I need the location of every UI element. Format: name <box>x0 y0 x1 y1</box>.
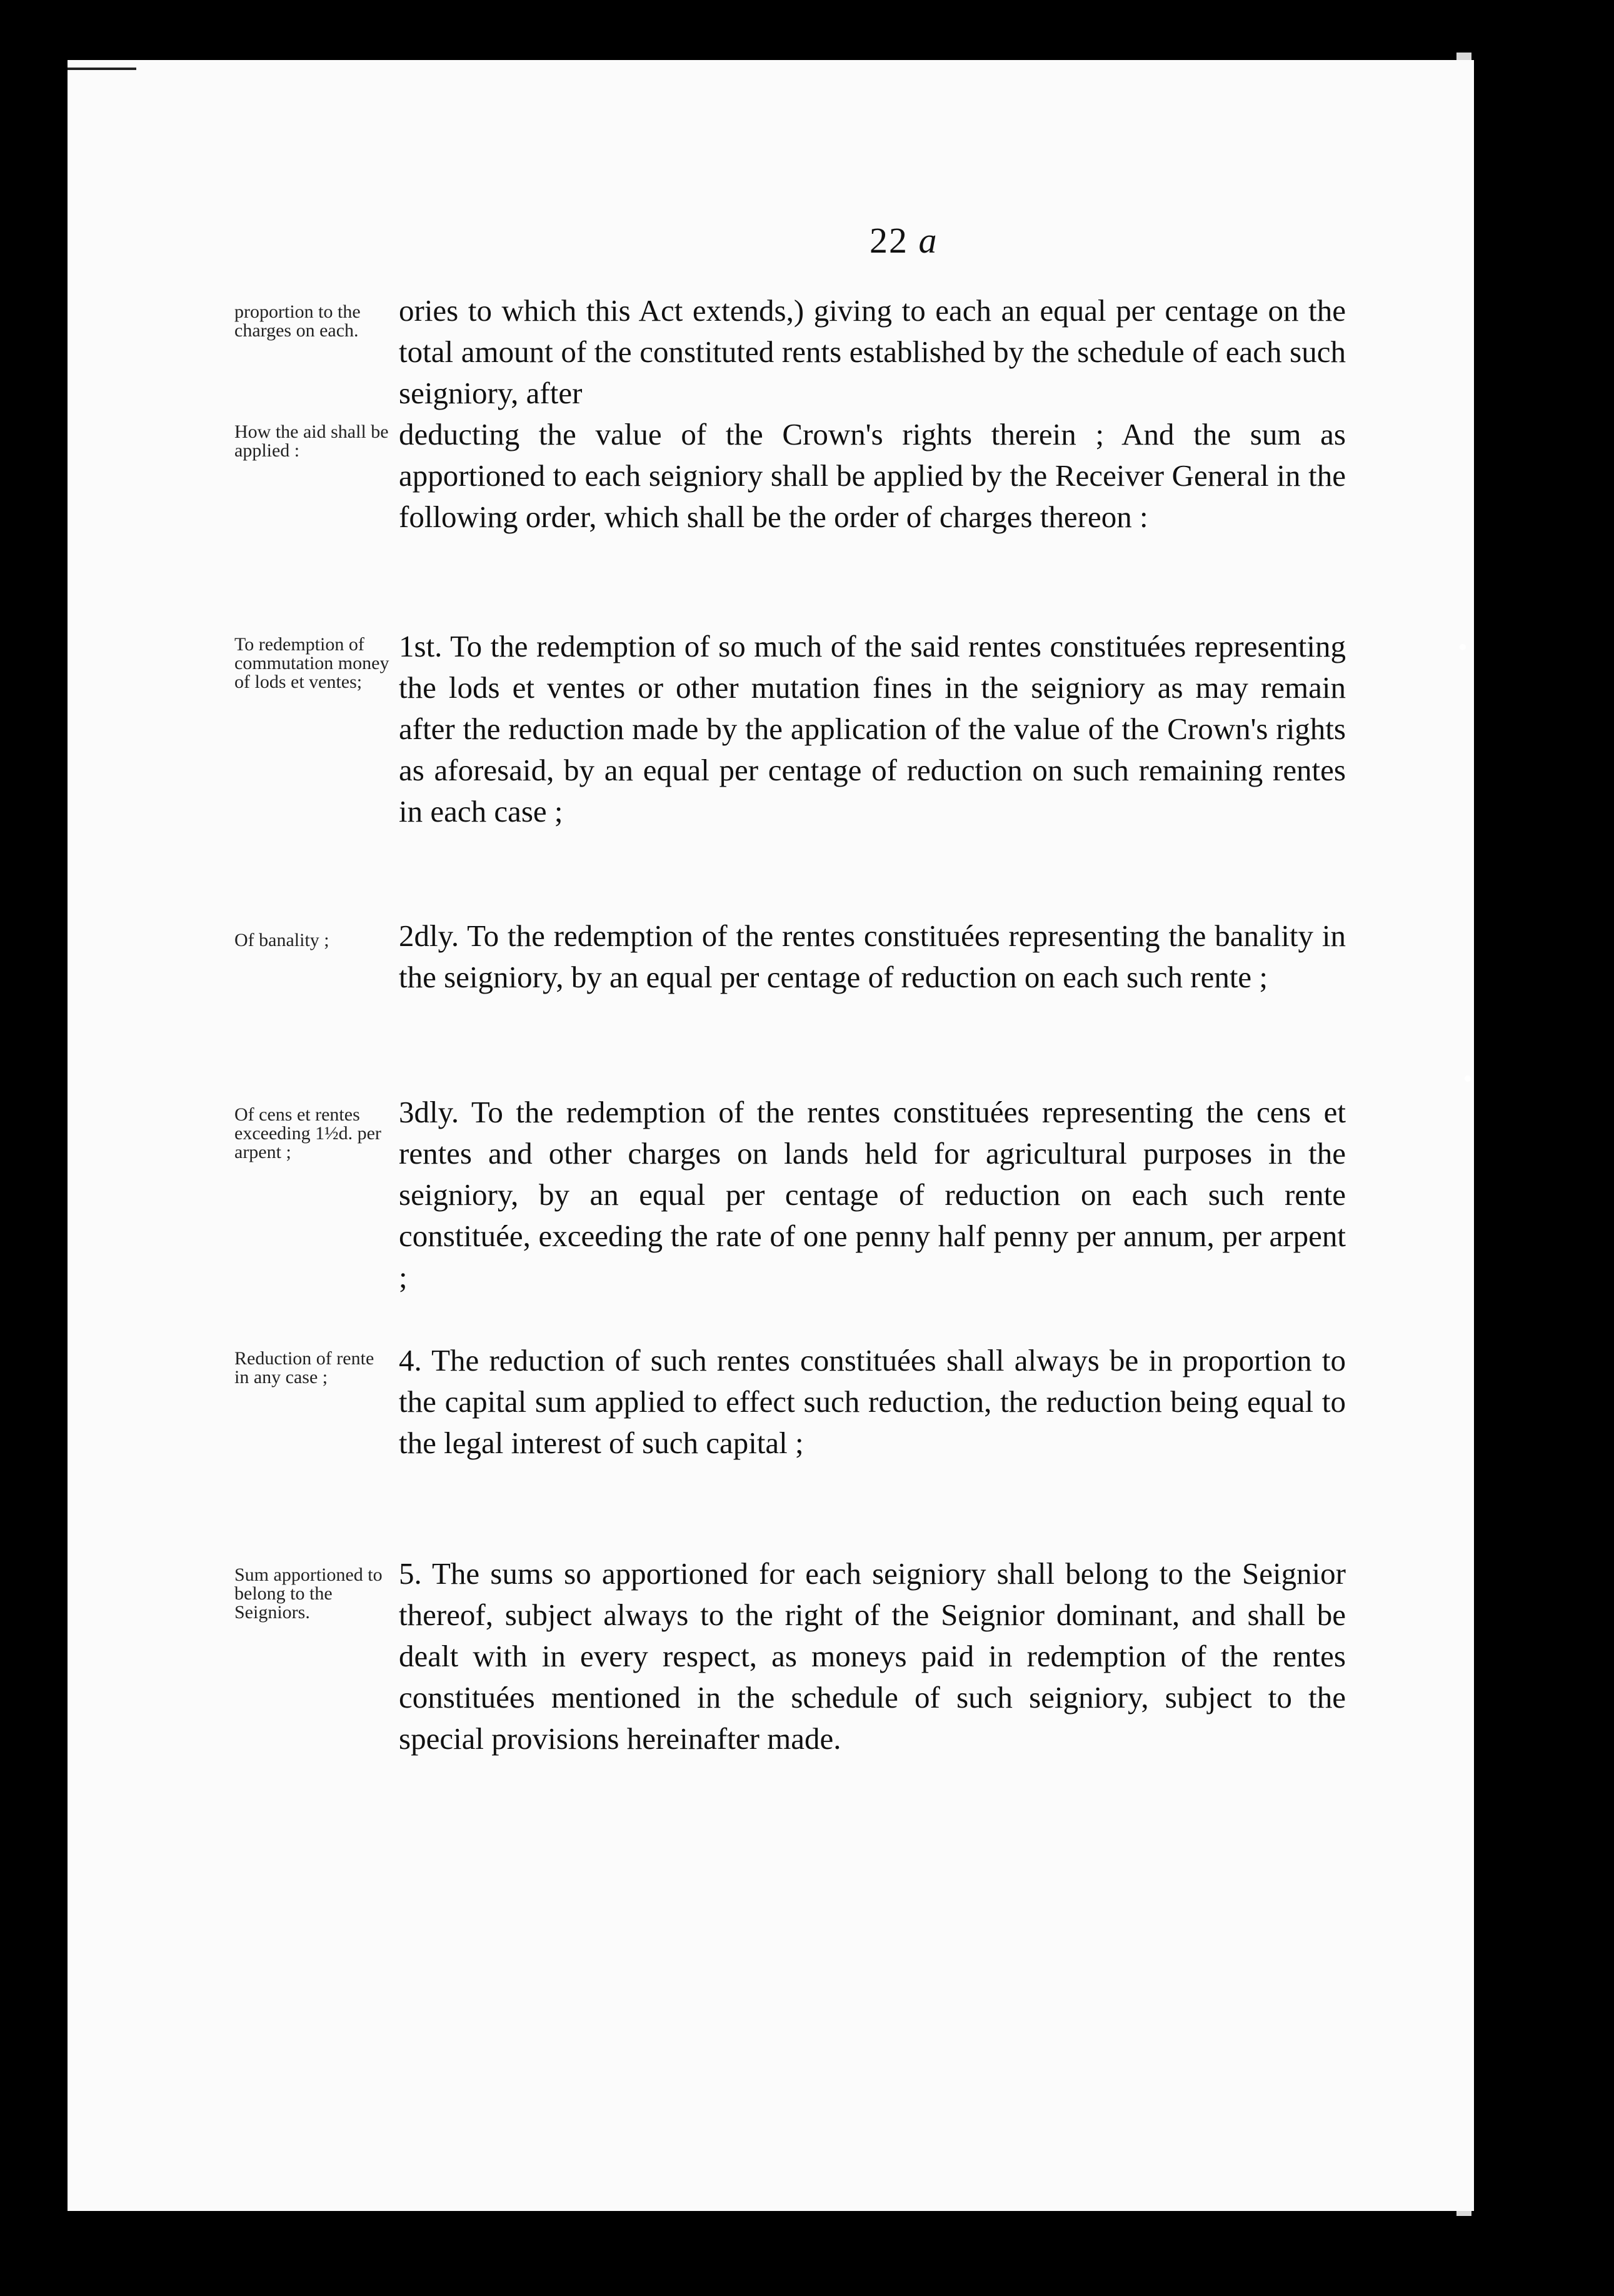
scan-speck <box>1465 1075 1471 1082</box>
page-number <box>870 219 938 261</box>
margin-note-proportion: proportion to the charges on each. <box>234 301 361 341</box>
paragraph-reduction: 4. The reduction of such rentes constituées shall always be in proportion to the capital sum applied to effect such reduction, the reduction being equal to the legal interest of such capital ; <box>399 1343 1346 1460</box>
document-page <box>68 60 1474 2211</box>
page-number-suffix: a <box>918 220 938 261</box>
paragraph-redemption-lods: 1st. To the redemption of so much of the said rentes constituées representing the lods et ventes or other mutation fines in the seigniory as may remain after the reduction made by the application of the value of the Crown's rights as aforesaid, by an equal per centage of reduction on such remaining rentes in each case ; <box>399 629 1346 828</box>
page-number-value: 22 <box>870 220 908 261</box>
paragraph-proportion: ories to which this Act extends,) giving to each an equal per centage on the total amount of the constituted rents established by the schedule of each such seigniory, after <box>399 293 1346 410</box>
margin-note-banality: Of banality ; <box>234 930 329 950</box>
paragraph-cens-rentes: 3dly. To the redemption of the rentes constituées representing the cens et rentes and other charges on lands held for agricultural purposes in the seigniory, by an equal per centage of reduction on each such rente constituée, exceeding the rate of one penny half penny per annum, per arpent ; <box>399 1095 1346 1294</box>
scan-speck <box>1460 644 1466 650</box>
margin-note-redemption-lods: To redemption of commutation money of lods et ventes; <box>234 634 389 692</box>
paragraph-sum-apportioned: 5. The sums so apportioned for each seigniory shall belong to the Seignior thereof, subject always to the right of the Seignior dominant, and shall be dealt with in every respect, as moneys paid in redemption of the rentes constituées mentioned in the schedule of such seigniory, subject to the special provisions hereinafter made. <box>399 1556 1346 1756</box>
top-rule <box>68 68 136 70</box>
margin-note-sum-apportioned: Sum apportioned to belong to the Seigniors. <box>234 1564 383 1623</box>
paragraph-aid-applied: deducting the value of the Crown's rights therein ; And the sum as apportioned to each seigniory shall be applied by the Receiver General in the following order, which shall be the order of charges thereon : <box>399 417 1346 534</box>
paragraph-banality: 2dly. To the redemption of the rentes constituées representing the banality in the seigniory, by an equal per centage of reduction on each such rente ; <box>399 919 1346 994</box>
margin-note-reduction: Reduction of rente in any case ; <box>234 1348 374 1387</box>
margin-note-aid-applied: How the aid shall be applied : <box>234 421 389 461</box>
margin-note-cens-rentes: Of cens et rentes exceeding 1½d. per arpent ; <box>234 1104 381 1162</box>
